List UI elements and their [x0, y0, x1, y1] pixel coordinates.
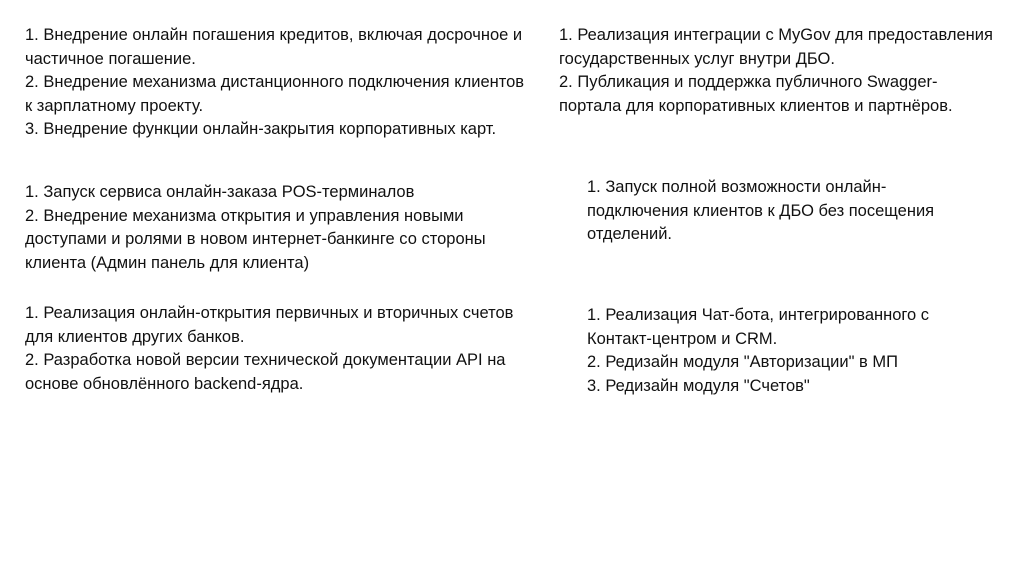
text-block-right-1 — [559, 24, 999, 118]
list-item: 1. Внедрение онлайн погашения кредитов, включая досрочное и частичное погашение. — [25, 26, 523, 68]
list-item: 1. Реализация онлайн-открытия первичных и вторичных счетов для клиентов других банков. — [25, 304, 514, 346]
list-item: 3. Редизайн модуля "Счетов" — [587, 376, 810, 395]
list-item: 1. Реализация интеграции с MyGov для предоставления государственных услуг внутри ДБО. — [559, 26, 993, 68]
list-item: 2. Внедрение механизма дистанционного подключения клиентов к зарплатному проекту. — [25, 73, 525, 115]
list-item: 2. Редизайн модуля "Авторизации" в МП — [587, 353, 898, 371]
list-item: 1. Реализация Чат-бота, интегрированного с Контакт-центром и CRM. — [587, 306, 930, 348]
list-item: 1. Запуск сервиса онлайн-заказа POS-терминалов — [25, 183, 415, 201]
text-block-left-3 — [25, 302, 545, 396]
list-item: 1. Запуск полной возможности онлайн-подключения клиентов к ДБО без посещения отделений. — [587, 178, 935, 243]
list-item: 2. Внедрение механизма открытия и управления новыми доступами и ролями в новом интернет-банкинге со стороны клиента (Админ панель для клиента) — [25, 206, 486, 272]
list-item: 2. Публикация и поддержка публичного Swagger-портала для корпоративных клиентов и партнёров. — [559, 73, 953, 115]
text-block-left-2 — [25, 181, 545, 275]
list-item: 2. Разработка новой версии технической документации API на основе обновлённого backend-ядра. — [25, 351, 506, 393]
text-block-right-2 — [587, 176, 987, 247]
list-item: 3. Внедрение функции онлайн-закрытия корпоративных карт. — [25, 120, 497, 138]
text-block-left-1 — [25, 24, 525, 142]
text-block-right-3 — [587, 304, 987, 398]
